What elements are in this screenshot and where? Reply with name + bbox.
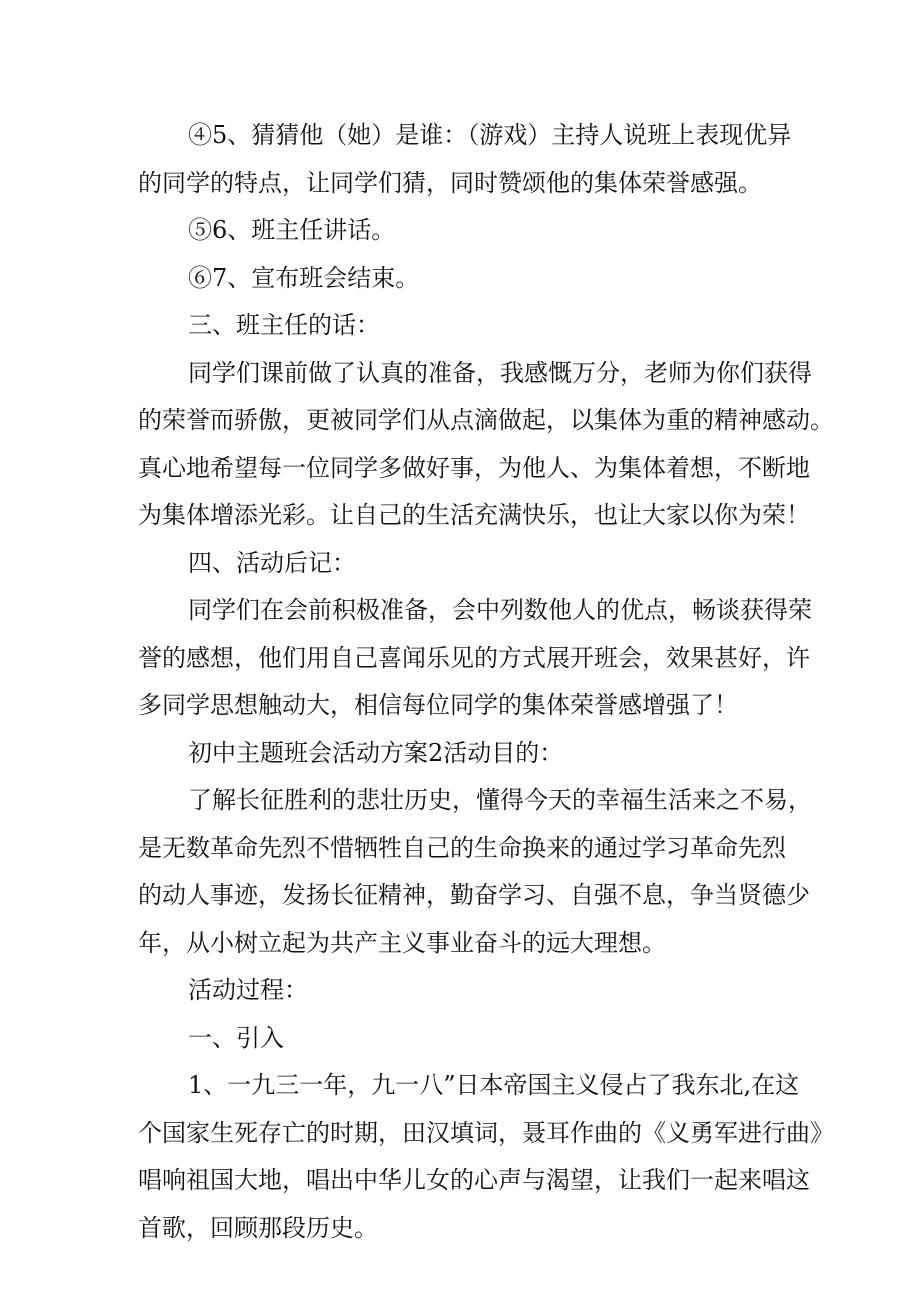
text-line: 唱响祖国大地，唱出中华儿女的心声与渴望，让我们一起来唱这 — [138, 1166, 810, 1194]
text-line: 个国家生死存亡的时期，田汉填词，聂耳作曲的《义勇军进行曲》 — [138, 1118, 834, 1147]
text-line: ④5、猜猜他（她）是谁：（游戏）主持人说班上表现优异 — [188, 121, 792, 149]
text-line: 为集体增添光彩。让自己的生活充满快乐，也让大家以你为荣！ — [138, 501, 810, 529]
section-heading: 三、班主任的话： — [188, 311, 380, 339]
text-line: ⑤6、班主任讲话。 — [188, 216, 396, 244]
section-heading: 活动过程： — [188, 976, 308, 1004]
text-line: 真心地希望每一位同学多做好事，为他人、为集体着想，不断地 — [138, 453, 810, 482]
text-line: 年，从小树立起为共产主义事业奋斗的远大理想。 — [138, 928, 666, 957]
text-line: 同学们课前做了认真的准备，我感慨万分，老师为你们获得 — [188, 358, 812, 387]
text-line: 誉的感想，他们用自己喜闻乐见的方式展开班会，效果甚好，许 — [138, 643, 810, 672]
text-line: 的荣誉而骄傲，更被同学们从点滴做起，以集体为重的精神感动。 — [138, 406, 834, 434]
document-body — [138, 112, 834, 1252]
text-line: 的同学的特点，让同学们猜，同时赞颂他的集体荣誉感强。 — [138, 168, 762, 197]
text-line: 1、一九三一年，九一八”日本帝国主义侵占了我东北,在这 — [188, 1071, 800, 1099]
text-line: 首歌，回顾那段历史。 — [138, 1213, 378, 1242]
section-heading: 初中主题班会活动方案2活动目的： — [188, 738, 564, 767]
text-line: 了解长征胜利的悲壮历史，懂得今天的幸福生活来之不易， — [188, 786, 812, 814]
section-heading: 一、引入 — [188, 1023, 284, 1052]
text-line: 多同学思想触动大，相信每位同学的集体荣誉感增强了！ — [138, 691, 738, 719]
text-line: 同学们在会前积极准备，会中列数他人的优点，畅谈获得荣 — [188, 596, 812, 624]
text-line: 的动人事迹，发扬长征精神，勤奋学习、自强不息，争当贤德少 — [138, 881, 810, 909]
text-line: 是无数革命先烈不惜牺牲自己的生命换来的通过学习革命先烈 — [138, 833, 786, 862]
text-line: ⑥7、宣布班会结束。 — [188, 263, 420, 292]
section-heading: 四、活动后记： — [188, 548, 356, 577]
